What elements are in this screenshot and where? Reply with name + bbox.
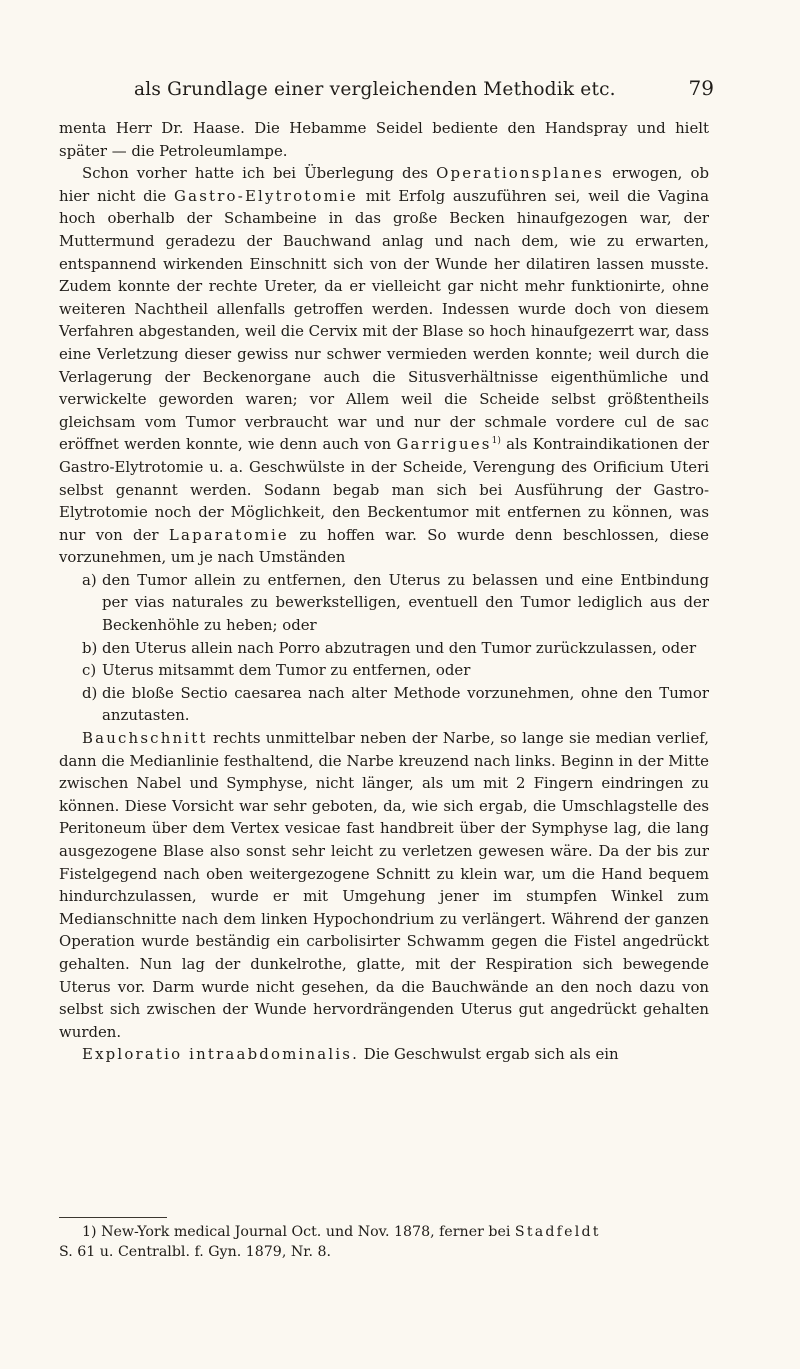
footnote-text: 1) New-York medical Journal Oct. und Nov. 1878, ferner bei bbox=[82, 1224, 515, 1240]
footnote-reference: 1) bbox=[491, 436, 501, 447]
list-text: den Tumor allein zu entfernen, den Uterus zu belassen und eine Entbindung per vias naturales zu bewerkstelligen, eventuell den Tumor lediglich aus der Beckenhöhle zu heben; oder bbox=[102, 570, 709, 635]
text-run: Die Geschwulst ergab sich als ein bbox=[359, 1045, 619, 1064]
emphasis-bauchschnitt: Bauchschnitt bbox=[82, 729, 208, 748]
text-run: Schon vorher hatte ich bei Überlegung des bbox=[82, 164, 437, 183]
footnote-1-continued: S. 61 u. Centralbl. f. Gyn. 1879, Nr. 8. bbox=[59, 1243, 332, 1260]
emphasis-garrigues: Garrigues bbox=[396, 435, 492, 454]
footnotes bbox=[59, 1223, 709, 1262]
list-marker: b) bbox=[82, 638, 98, 657]
footnote-rule bbox=[59, 1217, 167, 1218]
emphasis-exploratio: Exploratio intraabdominalis. bbox=[82, 1045, 360, 1064]
text-run: rechts unmittelbar neben der Narbe, so lange sie median verlief, dann die Medianlinie festhaltend, die Narbe kreuzend nach links. Beginn in der Mitte zwischen Nabel und Symphyse, nicht länger, als um mit 2 Fingern eindringen zu können. Diese Vorsicht war sehr geboten, da, wie sich ergab, die Umschlagstelle des Peritoneum über dem Vertex vesicae fast handbreit über der Symphyse lag, die lang ausgezogene Blase also sonst sehr leicht zu verletzen gewesen wäre. Da der bis zur Fistelgegend nach oben weitergezogene Schnitt zu klein war, um die Hand bequem hindurchzulassen, wurde er mit Umgehung jener im stumpfen Winkel zum Medianschnitte nach dem linken Hypochondrium zu verlängert. Während der ganzen Operation wurde beständig ein carbolisirter Schwamm gegen die Fistel angedrückt gehalten. Nun lag der dunkelrothe, glatte, mit der Respiration sich bewegende Uterus vor. Darm wurde nicht gesehen, da die Bauchwände an den noch dazu von selbst sich zwischen der Wunde hervordrängenden Uterus gut angedrückt gehalten wurden. bbox=[59, 729, 709, 1041]
text-run: als Kontraindikationen der Gastro-Elytrotomie u. a. Geschwülste in der Scheide, Verengung des Orificium Uteri selbst genannt werden. Sodann begab man sich bei Ausführung der Gastro-Elytrotomie noch der Möglichkeit, den Beckentumor mit entfernen zu können, was nur von der bbox=[59, 435, 709, 544]
list-text: die bloße Sectio caesarea nach alter Methode vorzunehmen, ohne den Tumor anzutasten. bbox=[102, 683, 709, 725]
list-item-a bbox=[59, 569, 709, 637]
paragraph-1: menta Herr Dr. Haase. Die Hebamme Seidel bediente den Handspray und hielt später — die Petroleumlampe. bbox=[59, 119, 709, 160]
paragraph-4 bbox=[59, 1043, 709, 1066]
paragraph-3 bbox=[59, 727, 709, 1043]
list-text: Uterus mitsammt dem Tumor zu entfernen, oder bbox=[102, 661, 471, 680]
list-marker: a) bbox=[82, 570, 97, 589]
list-marker: c) bbox=[82, 661, 97, 680]
emphasis-operationsplanes: Operationsplanes bbox=[436, 164, 605, 183]
text-run: erwogen, ob hier nicht die bbox=[59, 164, 709, 205]
emphasis-laparatomie: Laparatomie bbox=[168, 525, 289, 544]
list-item-b bbox=[59, 637, 709, 660]
paragraph-2 bbox=[59, 162, 709, 569]
running-title: als Grundlage einer vergleichenden Methodik etc. bbox=[134, 79, 616, 100]
emphasis-gastro-elytrotomie: Gastro-Elytrotomie bbox=[174, 186, 358, 205]
running-head bbox=[134, 76, 714, 100]
footnote-1 bbox=[59, 1223, 709, 1243]
list-marker: d) bbox=[82, 683, 98, 702]
list-item-d bbox=[59, 682, 709, 727]
text-run: zu hoffen war. So wurde denn beschlossen, diese vorzunehmen, um je nach Umständen bbox=[59, 525, 709, 567]
text-run: mit Erfolg auszuführen sei, weil die Vagina hoch oberhalb der Schambeine in das große Becken hinaufgezogen war, der Muttermund geradezu der Bauchwand anlag und nach dem, wie zu erwarten, entspannend wirkenden Einschnitt sich von der Wunde her dilatiren lassen musste. Zudem konnte der rechte Ureter, da er vielleicht gar nicht mehr funktionirte, ohne weiteren Nachtheil allenfalls getroffen werden. Indessen wurde doch von diesem Verfahren abgestanden, weil die Cervix mit der Blase so hoch hinaufgezerrt war, dass eine Verletzung dieser gewiss nur schwer vermieden werden konnte; weil durch die Verlagerung der Beckenorgane auch die Situsverhältnisse eigenthümliche und verwickelte geworden waren; vor Allem weil die Scheide selbst größtentheils gleichsam vom Tumor verbraucht war und nur der schmale vordere cul de sac eröffnet werden konnte, wie denn auch von bbox=[59, 186, 709, 454]
body-text bbox=[59, 117, 709, 1066]
page-number: 79 bbox=[688, 76, 714, 100]
list-item-c bbox=[59, 659, 709, 682]
list-text: den Uterus allein nach Porro abzutragen und den Tumor zurückzulassen, oder bbox=[102, 638, 697, 657]
emphasis-stadfeldt: Stadfeldt bbox=[514, 1224, 601, 1240]
